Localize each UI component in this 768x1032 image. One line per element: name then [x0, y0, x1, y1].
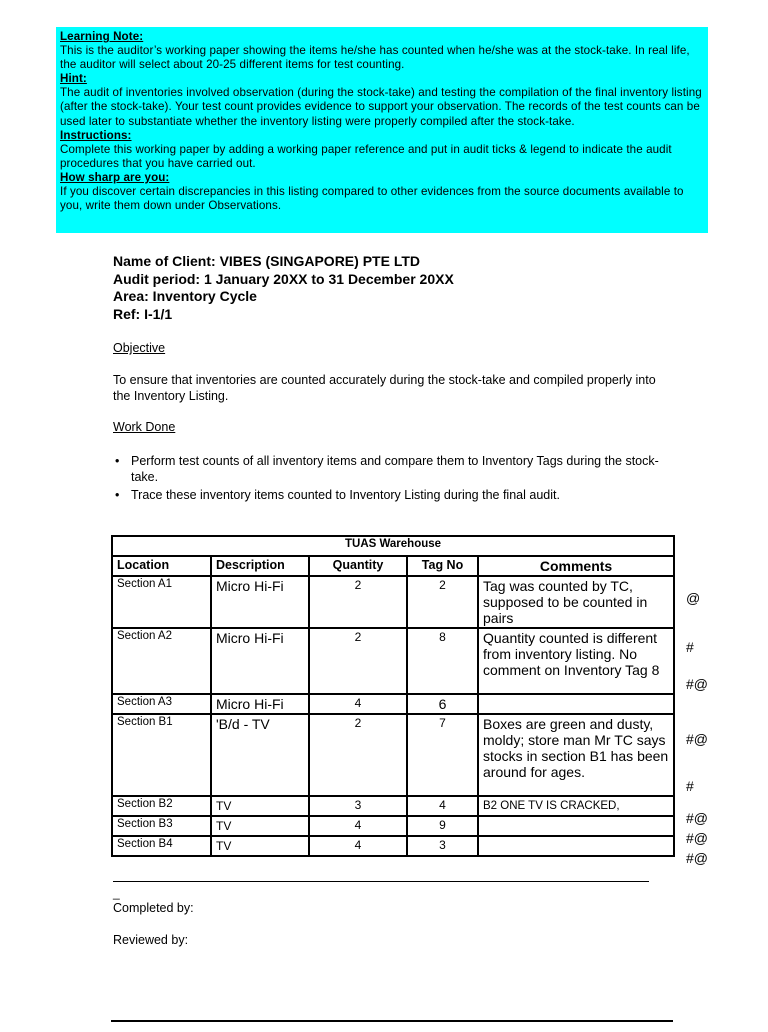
completed-by-label: Completed by:: [113, 901, 194, 915]
cell-tag-no: 6: [407, 694, 478, 714]
table-row: [112, 628, 674, 694]
cell-tag-no: 7: [407, 714, 478, 796]
signature-dash: _: [113, 886, 120, 900]
cell-location: Section B4: [112, 836, 211, 856]
cell-location: Section B1: [112, 714, 211, 796]
audit-tick-mark: #@: [686, 830, 708, 846]
bullet-icon: •: [115, 454, 120, 468]
learning-note-box: [56, 27, 708, 233]
next-table-edge: [111, 1020, 673, 1032]
cell-comments: [478, 816, 674, 836]
cell-quantity: 4: [309, 816, 407, 836]
hint-heading: Hint:: [60, 72, 87, 86]
reviewed-by-label: Reviewed by:: [113, 933, 189, 947]
objective-title: Objective: [113, 341, 166, 355]
cell-tag-no: 9: [407, 816, 478, 836]
audit-tick-mark: #@: [686, 676, 708, 692]
cell-tag-no: 4: [407, 796, 478, 816]
learning-note-heading: Learning Note:: [60, 30, 144, 43]
audit-tick-mark: #@: [686, 850, 708, 866]
cell-tag-no: 2: [407, 576, 478, 628]
audit-period: Audit period: 1 January 20XX to 31 December 20XX: [113, 270, 454, 287]
how-sharp-text: If you discover certain discrepancies in this listing compared to other evidences from the source documents available to you, write them down under Observations.: [60, 185, 684, 213]
cell-quantity: 2: [309, 714, 407, 796]
cell-description: TV: [211, 816, 309, 836]
how-sharp-heading: How sharp are you:: [60, 170, 170, 184]
audit-tick-mark: @: [686, 590, 701, 606]
cell-comments: Quantity counted is different from inventory listing. No comment on Inventory Tag 8: [478, 628, 674, 694]
cell-tag-no: 3: [407, 836, 478, 856]
col-quantity: Quantity: [309, 556, 407, 576]
audit-tick-mark: #@: [686, 810, 708, 826]
col-location: Location: [112, 556, 211, 576]
objective-text: To ensure that inventories are counted accurately during the stock-take and compiled properly into the Inventory Listing.: [113, 373, 656, 403]
cell-description: TV: [211, 796, 309, 816]
cell-quantity: 4: [309, 836, 407, 856]
work-done-item: • Trace these inventory items counted to Inventory Listing during the final audit.: [115, 488, 560, 502]
table-row: [112, 796, 674, 816]
table-row: [112, 576, 674, 628]
instructions-text: Complete this working paper by adding a working paper reference and put in audit ticks & legend to indicate the audit procedures that you have carried out.: [60, 142, 672, 170]
table-row: [112, 694, 674, 714]
audit-tick-mark: #: [686, 639, 694, 655]
cell-comments: Tag was counted by TC, supposed to be counted in pairs: [478, 576, 674, 628]
table-row: [112, 714, 674, 796]
table-header-row: [112, 556, 674, 576]
working-paper-ref: Ref: I-1/1: [113, 305, 173, 322]
cell-comments: [478, 836, 674, 856]
col-description: Description: [211, 556, 309, 576]
instructions-heading: Instructions:: [60, 128, 132, 142]
table-row: [112, 836, 674, 856]
cell-comments: [478, 694, 674, 714]
cell-comments: B2 ONE TV IS CRACKED,: [478, 796, 674, 816]
bullet-icon: •: [115, 488, 120, 502]
learning-note-text: This is the auditor’s working paper showing the items he/she has counted when he/she was at the stock-take. In real life, the auditor will select about 20-25 different items for test counting.: [60, 44, 690, 72]
cell-quantity: 2: [309, 576, 407, 628]
cell-location: Section B2: [112, 796, 211, 816]
cell-description: TV: [211, 836, 309, 856]
audit-tick-mark: #@: [686, 731, 708, 747]
table-row: [112, 816, 674, 836]
cell-location: Section A3: [112, 694, 211, 714]
test-count-table: [111, 535, 675, 857]
cell-quantity: 3: [309, 796, 407, 816]
cell-tag-no: 8: [407, 628, 478, 694]
col-tag-no: Tag No: [407, 556, 478, 576]
col-comments: Comments: [478, 556, 674, 576]
cell-description: Micro Hi-Fi: [211, 628, 309, 694]
table-title: TUAS Warehouse: [112, 536, 674, 556]
audit-area: Area: Inventory Cycle: [113, 288, 257, 304]
cell-location: Section B3: [112, 816, 211, 836]
hint-text: The audit of inventories involved observation (during the stock-take) and testing the compilation of the final inventory listing (after the stock-take). Your test count provides evidence to support your observation. The records of the test counts can be used later to substantiate whether the inventory listing were properly compiled after the stock-take.: [60, 86, 702, 128]
audit-tick-mark: #: [686, 778, 694, 794]
cell-location: Section A1: [112, 576, 211, 628]
work-done-item: • Perform test counts of all inventory items and compare them to Inventory Tags during the stock-take.: [115, 454, 659, 484]
cell-quantity: 2: [309, 628, 407, 694]
work-done-title: Work Done: [113, 420, 176, 434]
signature-divider: [113, 881, 649, 882]
cell-description: Micro Hi-Fi: [211, 576, 309, 628]
client-name: Name of Client: VIBES (SINGAPORE) PTE LTD: [113, 253, 420, 269]
cell-location: Section A2: [112, 628, 211, 694]
cell-description: Micro Hi-Fi: [211, 694, 309, 714]
cell-description: 'B/d - TV: [211, 714, 309, 796]
working-paper-header: [113, 253, 454, 323]
cell-quantity: 4: [309, 694, 407, 714]
cell-comments: Boxes are green and dusty, moldy; store man Mr TC says stocks in section B1 has been around for ages.: [478, 714, 674, 796]
work-done-list: [113, 453, 673, 505]
